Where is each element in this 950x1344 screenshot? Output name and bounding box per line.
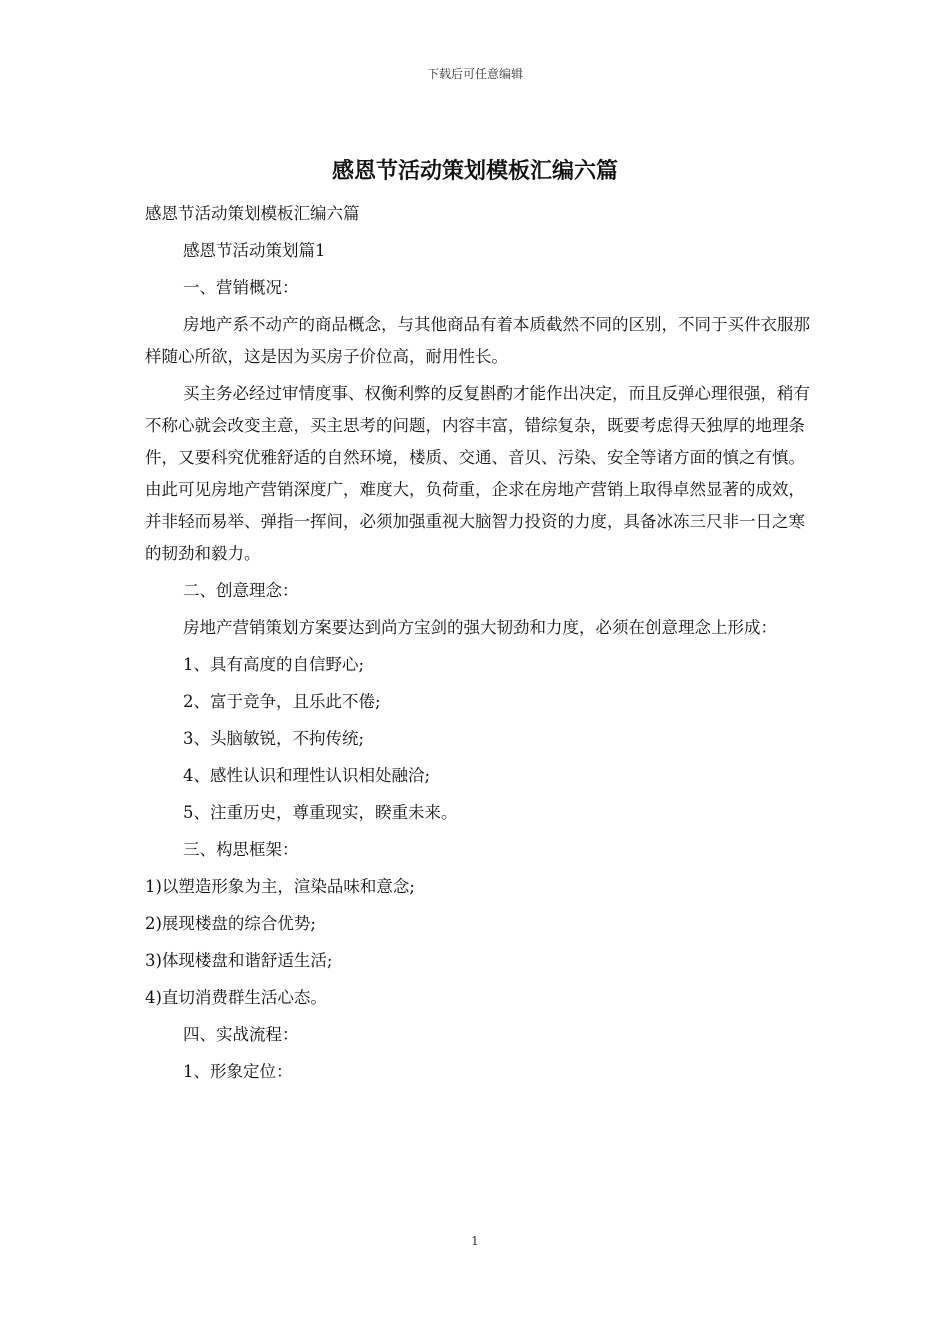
body-paragraph: 二、创意理念： xyxy=(183,581,299,600)
body-paragraph: 房地产系不动产的商品概念，与其他商品有着本质截然不同的区别，不同于买件衣服那样随心所欲，这是因为买房子价位高，耐用性长。 xyxy=(145,315,810,366)
body-paragraph: 3)体现楼盘和谐舒适生活; xyxy=(145,951,333,970)
body-paragraph: 2)展现楼盘的综合优势; xyxy=(145,914,316,933)
page-header-note: 下载后可任意编辑 xyxy=(426,67,523,81)
document-body xyxy=(145,198,813,1093)
body-paragraph: 房地产营销策划方案要达到尚方宝剑的强大韧劲和力度，必须在创意理念上形成： xyxy=(183,618,777,637)
body-paragraph: 感恩节活动策划篇1 xyxy=(183,241,326,260)
page-number: 1 xyxy=(471,1234,479,1248)
body-paragraph: 4)直切消费群生活心态。 xyxy=(145,988,327,1007)
body-paragraph: 3、头脑敏锐，不拘传统; xyxy=(183,729,365,748)
body-paragraph: 5、注重历史，尊重现实，睽重未来。 xyxy=(183,803,458,822)
body-paragraph: 4、感性认识和理性认识相处融洽; xyxy=(183,766,431,785)
body-paragraph: 2、富于竞争，且乐此不倦; xyxy=(183,692,381,711)
document-title: 感恩节活动策划模板汇编六篇 xyxy=(331,158,618,184)
body-paragraph: 一、营销概况： xyxy=(183,278,299,297)
body-paragraph: 1、具有高度的自信野心; xyxy=(183,655,365,674)
body-paragraph: 四、实战流程： xyxy=(183,1025,299,1044)
body-paragraph: 1、形象定位： xyxy=(183,1062,293,1081)
body-paragraph: 三、构思框架： xyxy=(183,840,299,859)
body-paragraph: 买主务必经过审情度事、权衡利弊的反复斟酌才能作出决定，而且反弹心理很强，稍有不称心就会改变主意，买主思考的问题，内容丰富，错综复杂，既要考虑得天独厚的地理条件，又要科究优雅舒适的自然环境，楼质、交通、音贝、污染、安全等诸方面的慎之有慎。由此可见房地产营销深度广，难度大，负荷重，企求在房地产营销上取得卓然显著的成效，并非轻而易举、弹指一挥间，必须加强重视大脑智力投资的力度，具备冰冻三尺非一日之寒的韧劲和毅力。 xyxy=(145,384,810,563)
body-paragraph: 1)以塑造形象为主，渲染品味和意念; xyxy=(145,877,415,896)
body-paragraph: 感恩节活动策划模板汇编六篇 xyxy=(145,204,360,223)
